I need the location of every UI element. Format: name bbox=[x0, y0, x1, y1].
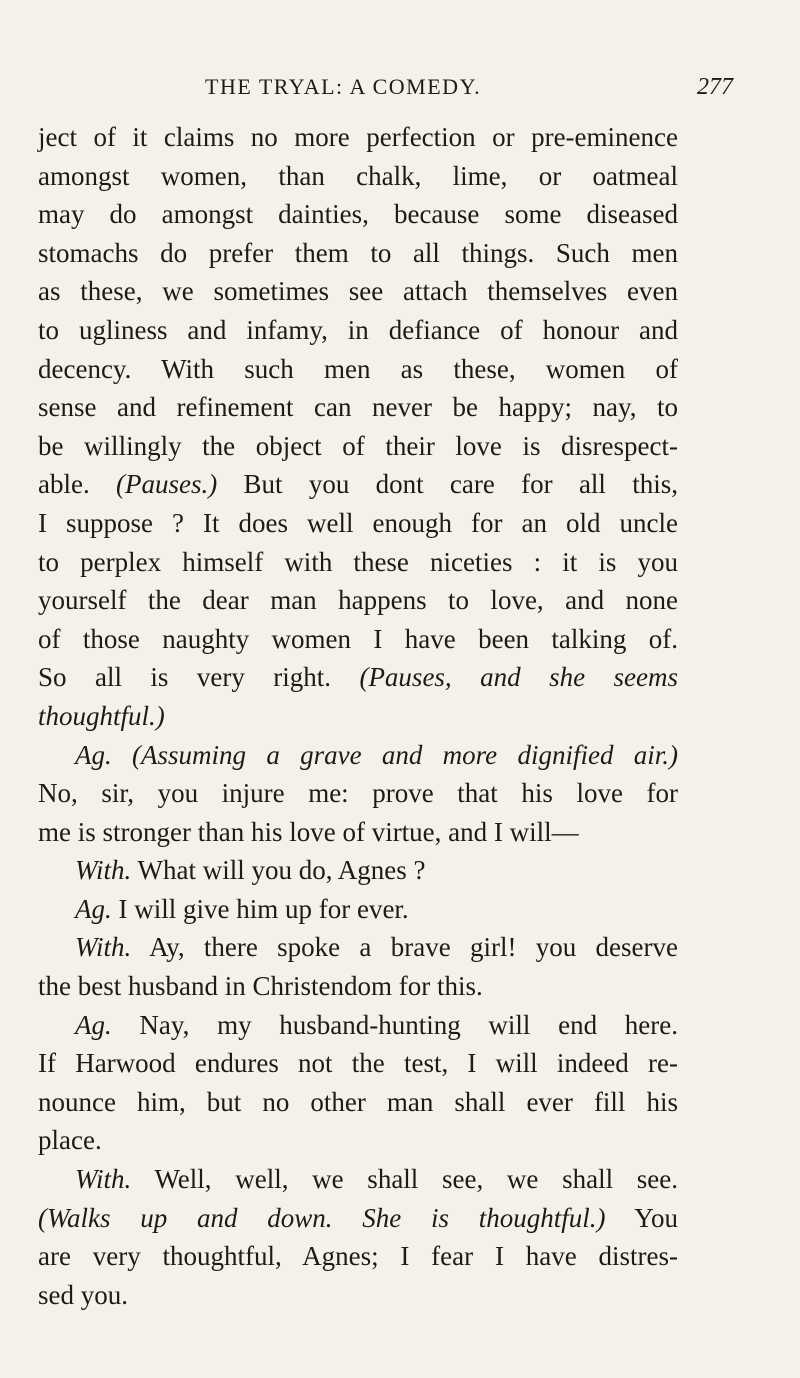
text-line bbox=[38, 350, 678, 389]
italic-text: Ag. bbox=[75, 739, 112, 770]
text-segment: Well, well, we shall see, we shall see. bbox=[131, 1164, 678, 1195]
text-line bbox=[38, 195, 678, 234]
italic-text: thoughtful.) bbox=[38, 700, 165, 731]
text-line bbox=[38, 1121, 678, 1160]
text-line bbox=[38, 736, 678, 775]
text-segment: No, sir, you injure me: prove that his love for bbox=[38, 778, 678, 809]
text-line bbox=[38, 504, 678, 543]
text-segment: What will you do, Agnes ? bbox=[131, 855, 426, 886]
text-line bbox=[38, 427, 678, 466]
text-segment: of those naughty women I have been talking of. bbox=[38, 623, 678, 654]
page-header bbox=[0, 74, 800, 114]
text-line bbox=[38, 388, 678, 427]
text-line bbox=[38, 311, 678, 350]
text-segment: I suppose ? It does well enough for an old uncle bbox=[38, 507, 678, 538]
text-line bbox=[38, 620, 678, 659]
italic-text: (Walks up and down. She is thoughtful.) bbox=[38, 1202, 606, 1233]
text-segment: amongst women, than chalk, lime, or oatmeal bbox=[38, 160, 678, 191]
text-segment: You bbox=[605, 1202, 679, 1233]
body-text bbox=[38, 118, 678, 1314]
text-line bbox=[38, 465, 678, 504]
italic-text: (Pauses, and she seems bbox=[359, 662, 678, 693]
text-segment: as these, we sometimes see attach themselves even bbox=[38, 276, 678, 307]
text-line bbox=[38, 157, 678, 196]
text-segment: decency. With such men as these, women of bbox=[38, 353, 678, 384]
text-segment: me is stronger than his love of virtue, and I will— bbox=[38, 816, 579, 847]
text-segment: ject of it claims no more perfection or pre-eminence bbox=[38, 122, 678, 152]
text-segment bbox=[112, 740, 132, 770]
text-line bbox=[38, 118, 678, 157]
text-segment: to perplex himself with these niceties : it is you bbox=[38, 546, 678, 577]
text-line bbox=[38, 1006, 678, 1045]
italic-text: With. bbox=[75, 855, 132, 886]
text-segment: sed you. bbox=[38, 1279, 128, 1310]
text-line bbox=[38, 1276, 678, 1315]
text-segment: But you dont care for all this, bbox=[217, 469, 678, 500]
text-segment: If Harwood endures not the test, I will indeed re- bbox=[38, 1048, 678, 1079]
text-line bbox=[38, 813, 678, 852]
text-segment: I will give him up for ever. bbox=[111, 893, 409, 924]
text-line bbox=[38, 1083, 678, 1122]
italic-text: (Assuming a grave and more dignified air.) bbox=[132, 739, 678, 770]
text-line bbox=[38, 543, 678, 582]
text-segment: to ugliness and infamy, in defiance of honour and bbox=[38, 314, 678, 345]
text-segment: stomachs do prefer them to all things. Such men bbox=[38, 237, 678, 268]
text-segment: able. bbox=[38, 469, 117, 500]
text-line bbox=[38, 1237, 678, 1276]
running-head: THE TRYAL: A COMEDY. bbox=[205, 74, 482, 99]
italic-text: With. bbox=[75, 932, 132, 963]
text-line bbox=[38, 967, 678, 1006]
text-line bbox=[38, 581, 678, 620]
text-segment: the best husband in Christendom for this. bbox=[38, 971, 483, 1002]
text-segment: nounce him, but no other man shall ever fill his bbox=[38, 1086, 678, 1117]
text-segment: sense and refinement can never be happy; nay, to bbox=[38, 392, 678, 423]
text-line bbox=[38, 658, 678, 697]
text-line bbox=[38, 1160, 678, 1199]
text-line bbox=[38, 774, 678, 813]
text-line bbox=[38, 928, 678, 967]
text-line bbox=[38, 697, 678, 736]
text-segment: Ay, there spoke a brave girl! you deserve bbox=[131, 932, 678, 963]
italic-text: With. bbox=[75, 1164, 132, 1195]
text-segment: may do amongst dainties, because some diseased bbox=[38, 199, 678, 230]
italic-text: Ag. bbox=[75, 1009, 112, 1040]
italic-text: Ag. bbox=[75, 893, 112, 924]
text-segment: are very thoughtful, Agnes; I fear I have distres- bbox=[38, 1241, 678, 1272]
text-line bbox=[38, 272, 678, 311]
text-segment: place. bbox=[38, 1125, 102, 1156]
text-line bbox=[38, 851, 678, 890]
text-line bbox=[38, 1199, 678, 1238]
text-line bbox=[38, 1044, 678, 1083]
italic-text: (Pauses.) bbox=[116, 469, 218, 500]
text-segment: So all is very right. bbox=[38, 662, 360, 693]
text-line bbox=[38, 890, 678, 929]
text-segment: be willingly the object of their love is disrespect- bbox=[38, 430, 678, 461]
text-line bbox=[38, 234, 678, 273]
text-segment: Nay, my husband-hunting will end here. bbox=[111, 1009, 678, 1040]
text-segment: yourself the dear man happens to love, and none bbox=[38, 585, 678, 616]
page-number: 277 bbox=[697, 74, 733, 100]
